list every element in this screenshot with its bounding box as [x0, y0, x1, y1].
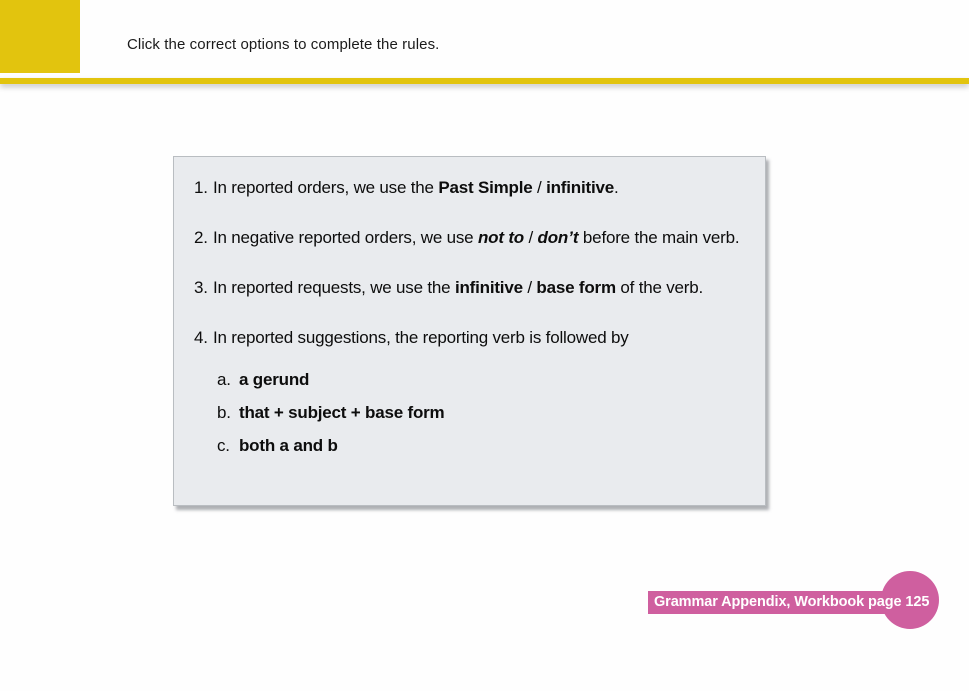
option-separator: / [532, 178, 547, 197]
header-divider-bar [0, 78, 969, 84]
option-separator: / [523, 228, 538, 247]
rule-text [213, 275, 703, 300]
rule-2-after: before the main verb. [578, 228, 740, 247]
option-base-form[interactable]: base form [536, 278, 616, 297]
rule-item-2 [194, 225, 753, 250]
choice-a-label: a gerund [239, 370, 310, 389]
option-infinitive-2[interactable]: infinitive [454, 278, 523, 297]
rule-item-3 [194, 275, 753, 300]
rule-3-before: In reported requests, we use the [213, 278, 455, 297]
rule-number: 3. [194, 278, 208, 297]
choice-c[interactable] [217, 433, 753, 458]
choice-letter: c. [217, 436, 230, 455]
choice-a[interactable] [217, 367, 753, 392]
option-dont[interactable]: don’t [537, 228, 579, 247]
rule-text: In reported suggestions, the reporting verb is followed by [213, 328, 629, 347]
rule-1-before: In reported orders, we use the [213, 178, 439, 197]
rule-1-after: . [614, 178, 619, 197]
rule-text [213, 225, 739, 250]
rule-2-before: In negative reported orders, we use [213, 228, 478, 247]
choice-b-label: that + subject + base form [239, 403, 445, 422]
choice-letter: b. [217, 403, 231, 422]
rules-panel [173, 156, 766, 506]
option-infinitive[interactable]: infinitive [546, 178, 614, 197]
brand-corner-square [0, 0, 80, 73]
rule-item-4 [194, 325, 753, 350]
option-separator: / [522, 278, 537, 297]
rule-item-1 [194, 175, 753, 200]
instruction-text: Click the correct options to complete the rules. [127, 36, 440, 53]
choice-letter: a. [217, 370, 231, 389]
option-past-simple[interactable]: Past Simple [438, 178, 533, 197]
rule-3-after: of the verb. [615, 278, 704, 297]
rule-text [213, 175, 619, 200]
choice-c-label: both a and b [239, 436, 338, 455]
rule-number: 2. [194, 228, 208, 247]
choice-b[interactable] [217, 400, 753, 425]
rule-number: 1. [194, 178, 208, 197]
rule-number: 4. [194, 328, 208, 347]
option-not-to[interactable]: not to [477, 228, 524, 247]
choice-list [217, 367, 753, 458]
reference-badge: Grammar Appendix, Workbook page 125 [648, 591, 916, 614]
